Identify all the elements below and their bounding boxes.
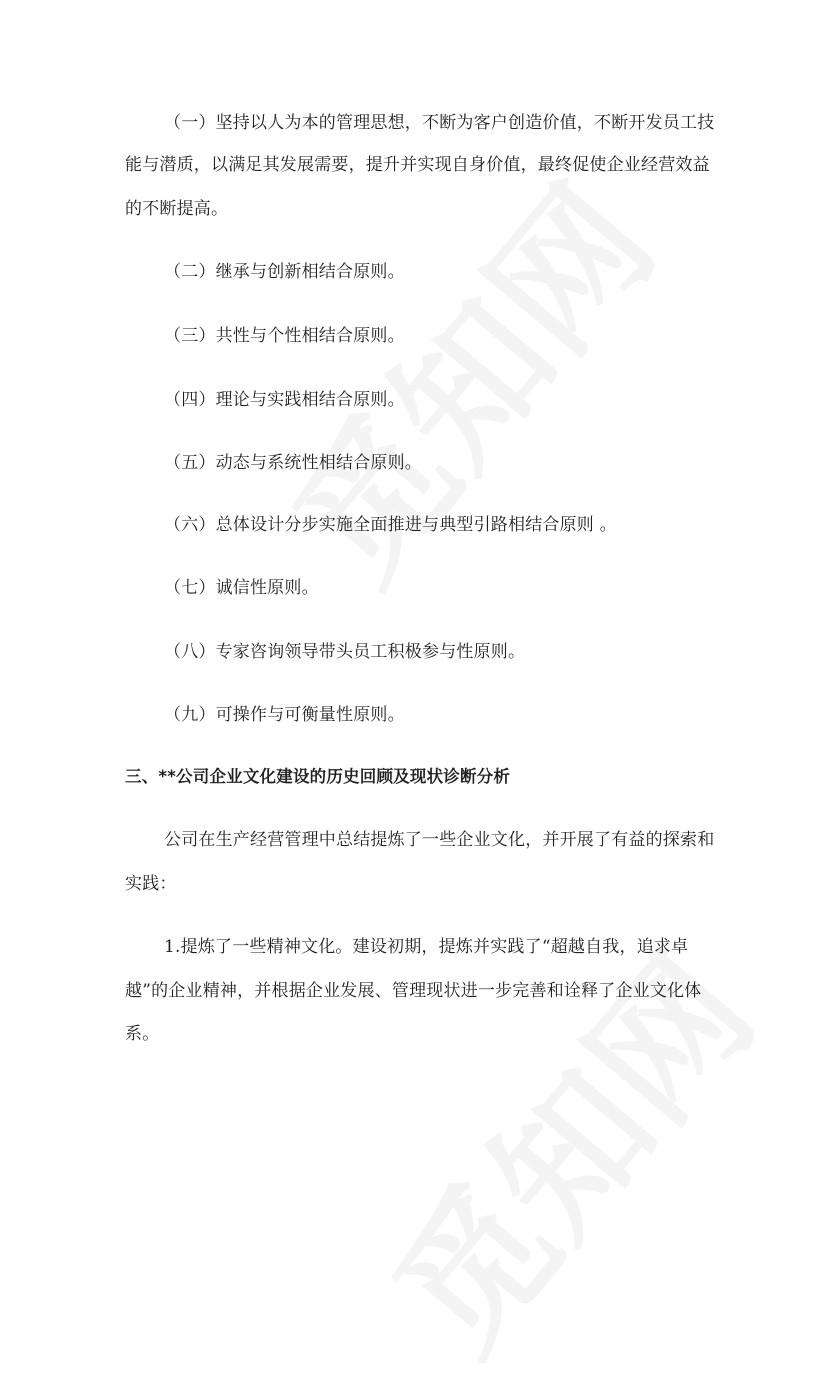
principle-4: （四）理论与实践相结合原则。 (164, 390, 405, 410)
principle-1-line-3: 的不断提高。 (125, 199, 229, 219)
paragraph-line: 1.提炼了一些精神文化。建设初期，提炼并实践了“超越自我，追求卓 (164, 937, 689, 957)
paragraph-line: 实践： (125, 874, 177, 894)
principle-1-line-1: （一）坚持以人为本的管理思想，不断为客户创造价值，不断开发员工技 (164, 113, 715, 133)
principle-6: （六）总体设计分步实施全面推进与典型引路相结合原则 。 (164, 515, 617, 535)
paragraph-line: 公司在生产经营管理中总结提炼了一些企业文化，并开展了有益的探索和 (164, 830, 715, 850)
paragraph-line: 越”的企业精神，并根据企业发展、管理现状进一步完善和诠释了企业文化体 (125, 981, 702, 1001)
watermark (273, 164, 677, 605)
paragraph-line: 系。 (125, 1024, 160, 1044)
principle-2: （二）继承与创新相结合原则。 (164, 262, 405, 282)
principle-3: （三）共性与个性相结合原则。 (164, 326, 405, 346)
principle-5: （五）动态与系统性相结合原则。 (164, 453, 422, 473)
principle-9: （九）可操作与可衡量性原则。 (164, 705, 405, 725)
principle-7: （七）诚信性原则。 (164, 578, 319, 598)
principle-8: （八）专家咨询领导带头员工积极参与性原则。 (164, 642, 526, 662)
principle-1-line-2: 能与潜质，以满足其发展需要，提升并实现自身价值，最终促使企业经营效益 (125, 155, 710, 175)
section-heading: 三、**公司企业文化建设的历史回顾及现状诊断分析 (125, 767, 511, 786)
